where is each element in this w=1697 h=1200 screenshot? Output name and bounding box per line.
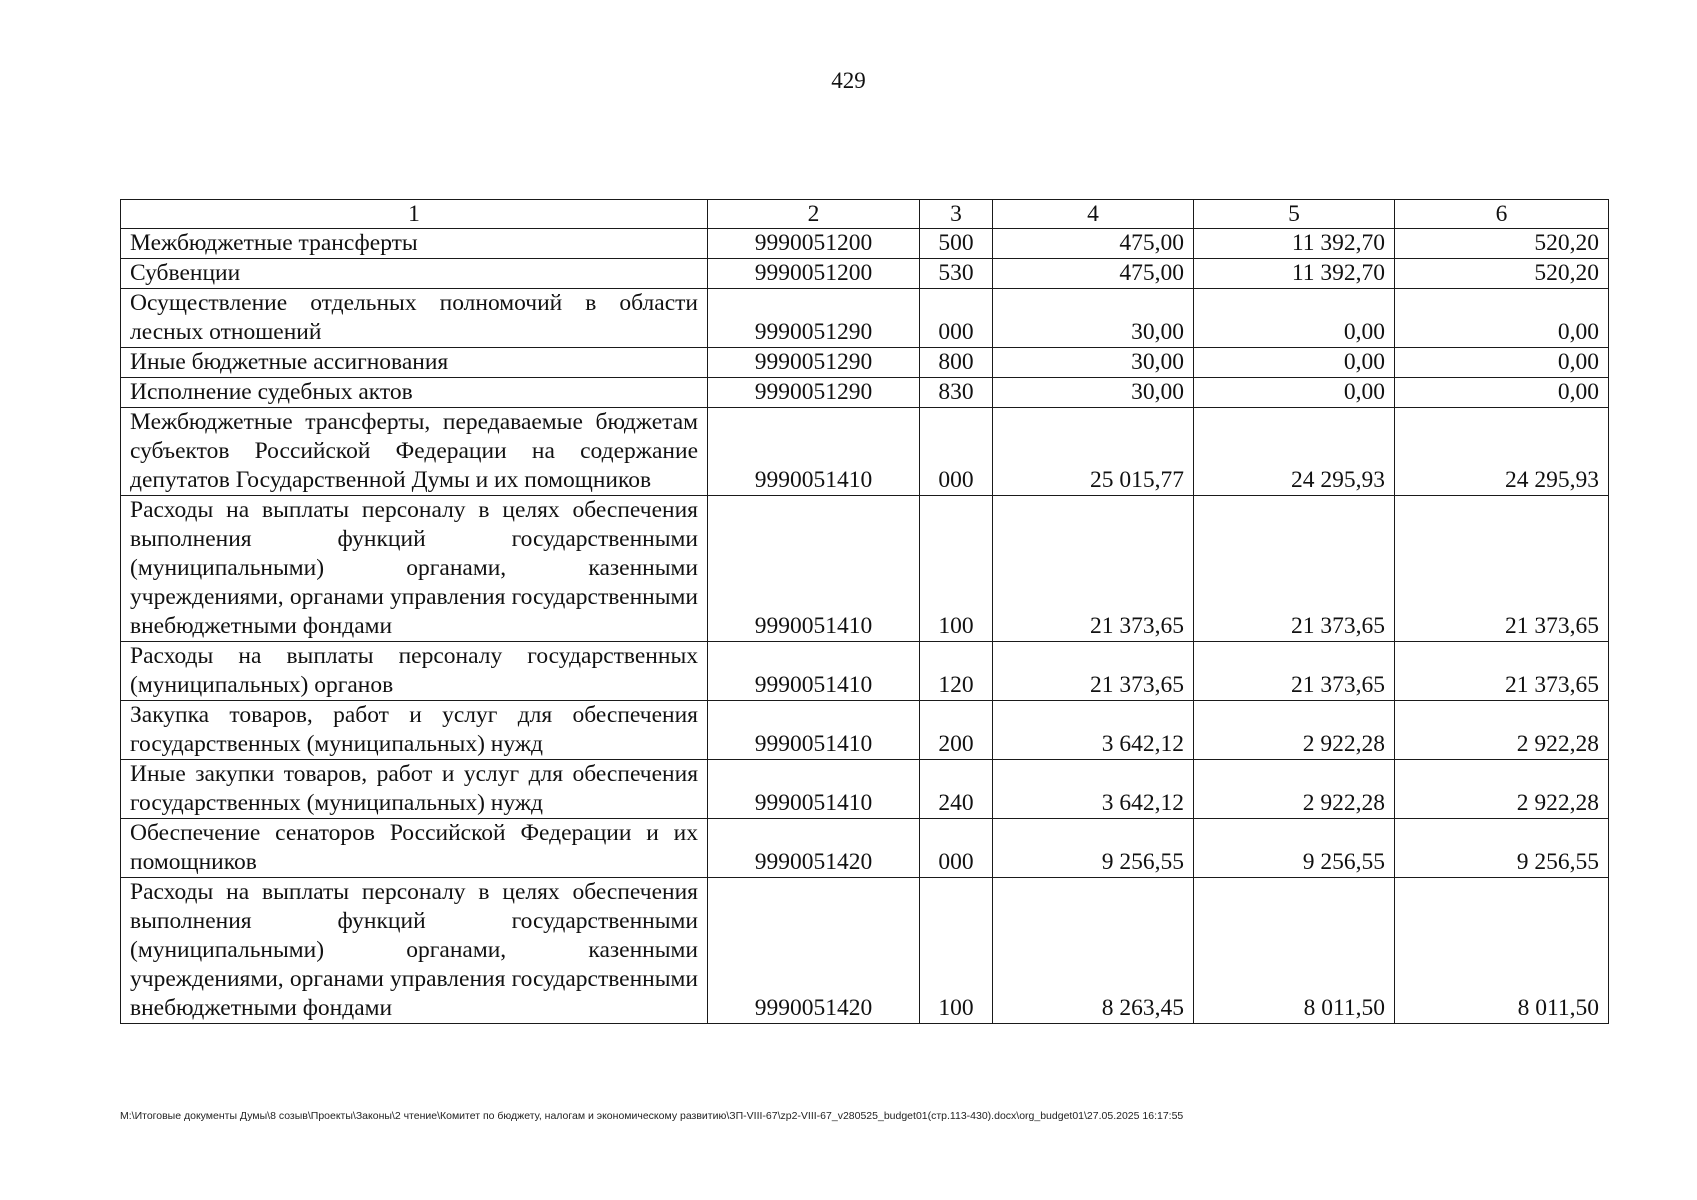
row-code: 9990051290 <box>708 348 920 378</box>
table-row <box>121 378 1609 408</box>
row-code: 9990051200 <box>708 229 920 259</box>
row-code: 9990051410 <box>708 642 920 701</box>
row-code: 9990051290 <box>708 378 920 408</box>
row-expense-type: 500 <box>920 229 993 259</box>
row-code: 9990051290 <box>708 289 920 348</box>
column-header-2: 2 <box>708 200 920 229</box>
row-value-3: 520,20 <box>1395 259 1609 289</box>
row-name: Обеспечение сенаторов Российской Федерации и их помощников <box>121 819 708 878</box>
header-row <box>121 200 1609 229</box>
row-value-1: 21 373,65 <box>993 496 1194 642</box>
page-number: 429 <box>831 68 866 93</box>
row-code: 9990051410 <box>708 496 920 642</box>
row-value-1: 30,00 <box>993 289 1194 348</box>
row-value-2: 2 922,28 <box>1194 701 1395 760</box>
row-value-1: 3 642,12 <box>993 760 1194 819</box>
row-value-2: 0,00 <box>1194 348 1395 378</box>
row-value-2: 11 392,70 <box>1194 229 1395 259</box>
table-row <box>121 259 1609 289</box>
row-value-2: 21 373,65 <box>1194 496 1395 642</box>
row-code: 9990051200 <box>708 259 920 289</box>
row-expense-type: 000 <box>920 819 993 878</box>
row-name: Осуществление отдельных полномочий в области лесных отношений <box>121 289 708 348</box>
row-value-1: 25 015,77 <box>993 408 1194 496</box>
row-value-1: 21 373,65 <box>993 642 1194 701</box>
footer-file-path: M:\Итоговые документы Думы\8 созыв\Проекты\Законы\2 чтение\Комитет по бюджету, налогам и экономическому развитию\ЗП-VIII-67\zp2-VIII-67_v280525_budget01(стр.113-430).docx\org_budget01\27.05.2025 16:17:55 <box>120 1110 1184 1122</box>
row-expense-type: 530 <box>920 259 993 289</box>
row-code: 9990051420 <box>708 878 920 1024</box>
row-value-3: 520,20 <box>1395 229 1609 259</box>
row-value-2: 21 373,65 <box>1194 642 1395 701</box>
row-name: Иные бюджетные ассигнования <box>121 348 708 378</box>
row-value-2: 11 392,70 <box>1194 259 1395 289</box>
row-expense-type: 830 <box>920 378 993 408</box>
row-value-1: 475,00 <box>993 259 1194 289</box>
row-name: Расходы на выплаты персоналу государственных (муниципальных) органов <box>121 642 708 701</box>
row-expense-type: 120 <box>920 642 993 701</box>
column-header-4: 4 <box>993 200 1194 229</box>
row-code: 9990051410 <box>708 701 920 760</box>
row-value-2: 24 295,93 <box>1194 408 1395 496</box>
row-name: Межбюджетные трансферты, передаваемые бюджетам субъектов Российской Федерации на содержание депутатов Государственной Думы и их помощников <box>121 408 708 496</box>
row-value-2: 2 922,28 <box>1194 760 1395 819</box>
row-name: Закупка товаров, работ и услуг для обеспечения государственных (муниципальных) нужд <box>121 701 708 760</box>
table-row <box>121 878 1609 1024</box>
row-value-3: 0,00 <box>1395 289 1609 348</box>
row-value-3: 24 295,93 <box>1395 408 1609 496</box>
row-value-3: 9 256,55 <box>1395 819 1609 878</box>
row-expense-type: 240 <box>920 760 993 819</box>
row-value-2: 8 011,50 <box>1194 878 1395 1024</box>
row-value-3: 21 373,65 <box>1395 642 1609 701</box>
row-value-1: 30,00 <box>993 348 1194 378</box>
table-row <box>121 701 1609 760</box>
row-name: Межбюджетные трансферты <box>121 229 708 259</box>
table-row <box>121 819 1609 878</box>
budget-table <box>120 199 1609 1024</box>
row-expense-type: 000 <box>920 408 993 496</box>
row-value-3: 0,00 <box>1395 378 1609 408</box>
row-name: Иные закупки товаров, работ и услуг для обеспечения государственных (муниципальных) нужд <box>121 760 708 819</box>
row-value-2: 0,00 <box>1194 378 1395 408</box>
row-expense-type: 000 <box>920 289 993 348</box>
row-expense-type: 200 <box>920 701 993 760</box>
table-row <box>121 496 1609 642</box>
row-name: Расходы на выплаты персоналу в целях обеспечения выполнения функций государственными (муниципальными) органами, казенными учреждениями, органами управления государственными внебюджетными фондами <box>121 496 708 642</box>
table-row <box>121 642 1609 701</box>
row-expense-type: 800 <box>920 348 993 378</box>
row-code: 9990051410 <box>708 760 920 819</box>
row-code: 9990051410 <box>708 408 920 496</box>
row-value-2: 0,00 <box>1194 289 1395 348</box>
column-header-6: 6 <box>1395 200 1609 229</box>
row-value-3: 8 011,50 <box>1395 878 1609 1024</box>
row-value-3: 0,00 <box>1395 348 1609 378</box>
row-value-1: 30,00 <box>993 378 1194 408</box>
row-expense-type: 100 <box>920 496 993 642</box>
table-row <box>121 229 1609 259</box>
row-value-1: 8 263,45 <box>993 878 1194 1024</box>
row-value-3: 2 922,28 <box>1395 701 1609 760</box>
row-expense-type: 100 <box>920 878 993 1024</box>
row-value-3: 2 922,28 <box>1395 760 1609 819</box>
row-value-1: 3 642,12 <box>993 701 1194 760</box>
row-code: 9990051420 <box>708 819 920 878</box>
table-row <box>121 760 1609 819</box>
column-header-5: 5 <box>1194 200 1395 229</box>
row-name: Исполнение судебных актов <box>121 378 708 408</box>
column-header-1: 1 <box>121 200 708 229</box>
row-name: Субвенции <box>121 259 708 289</box>
row-name: Расходы на выплаты персоналу в целях обеспечения выполнения функций государственными (муниципальными) органами, казенными учреждениями, органами управления государственными внебюджетными фондами <box>121 878 708 1024</box>
column-header-3: 3 <box>920 200 993 229</box>
table-row <box>121 348 1609 378</box>
row-value-1: 475,00 <box>993 229 1194 259</box>
row-value-2: 9 256,55 <box>1194 819 1395 878</box>
row-value-3: 21 373,65 <box>1395 496 1609 642</box>
table-row <box>121 289 1609 348</box>
table-row <box>121 408 1609 496</box>
row-value-1: 9 256,55 <box>993 819 1194 878</box>
